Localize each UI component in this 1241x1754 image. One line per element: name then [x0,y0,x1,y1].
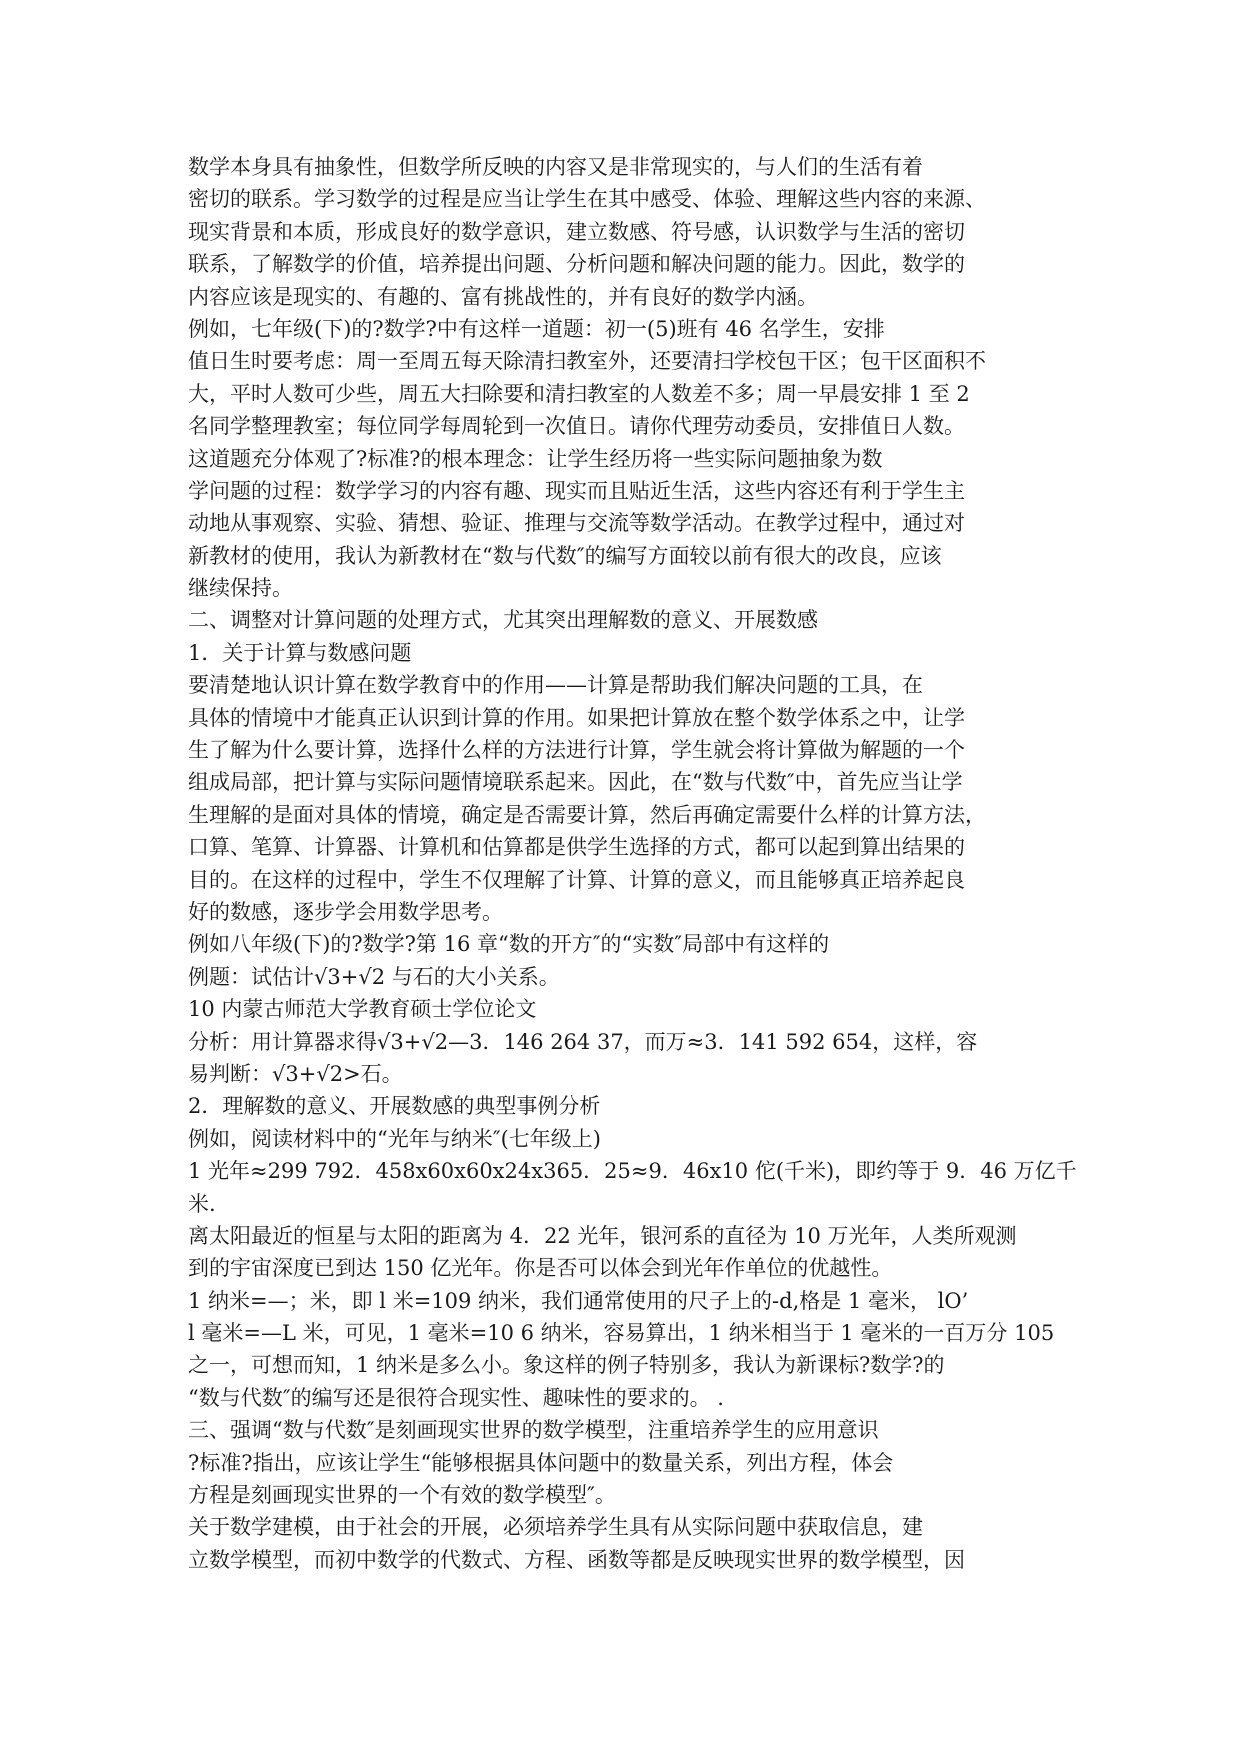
text-line: 密切的联系。学习数学的过程是应当让学生在其中感受、体验、理解这些内容的来源、 [188,187,986,212]
text-line: 联系，了解数学的价值，培养提出问题、分析问题和解决问题的能力。因此，数学的 [188,252,965,277]
text-line: 1 光年≈299 792．458x60x60x24x365．25≈9．46x10 佗(千米)，即约等于 9．46 万亿千 [188,1159,1077,1184]
text-line: 动地从事观察、实验、猜想、验证、推理与交流等数学活动。在教学过程中，通过对 [188,511,965,536]
text-line: 例如，阅读材料中的“光年与纳米″(七年级上) [188,1126,601,1151]
text-line: 易判断：√3+√2>石。 [188,1061,403,1086]
text-line: 生了解为什么要计算，选择什么样的方法进行计算，学生就会将计算做为解题的一个 [188,738,965,763]
text-line: 例如，七年级(下)的?数学?中有这样一道题：初一(5)班有 46 名学生，安排 [188,316,885,341]
text-line: 10 内蒙古师范大学教育硕士学位论文 [188,997,537,1022]
text-line: 二、调整对计算问题的处理方式，尤其突出理解数的意义、开展数感 [188,608,818,633]
text-line: “数与代数″的编写还是很符合现实性、趣味性的要求的。 . [188,1385,724,1410]
text-line: 口算、笔算、计算器、计算机和估算都是供学生选择的方式，都可以起到算出结果的 [188,835,965,860]
text-line: 学问题的过程：数学学习的内容有趣、现实而且贴近生活，这些内容还有利于学生主 [188,478,965,503]
text-line: 要清楚地认识计算在数学教育中的作用——计算是帮助我们解决问题的工具，在 [188,673,923,698]
text-line: 名同学整理教室；每位同学每周轮到一次值日。请你代理劳动委员，安排值日人数。 [188,414,965,439]
text-line: 到的宇宙深度已到达 150 亿光年。你是否可以体会到光年作单位的优越性。 [188,1256,893,1281]
text-line: 关于数学建模，由于社会的开展，必须培养学生具有从实际问题中获取信息，建 [188,1515,923,1540]
body-text [188,151,1077,1576]
text-line: 具体的情境中才能真正认识到计算的作用。如果把计算放在整个数学体系之中，让学 [188,705,965,730]
text-line: 目的。在这样的过程中，学生不仅理解了计算、计算的意义，而且能够真正培养起良 [188,867,965,892]
text-line: l 毫米=—L 米，可见，1 毫米=10 6 纳米，容易算出，1 纳米相当于 1 毫米的一百万分 105 [188,1321,1055,1346]
text-line: 内容应该是现实的、有趣的、富有挑战性的，并有良好的数学内涵。 [188,284,818,309]
text-line: 1 纳米=—；米，即 l 米=109 纳米，我们通常使用的尺子上的-d,格是 1 毫米， lO’ [188,1288,969,1313]
text-line: 米. [188,1191,216,1216]
text-line: 例如八年级(下)的?数学?第 16 章“数的开方″的“实数″局部中有这样的 [188,932,830,957]
text-line: 这道题充分体观了?标准?的根本理念：让学生经历将一些实际问题抽象为数 [188,446,883,471]
text-line: 新教材的使用，我认为新教材在“数与代数″的编写方面较以前有很大的改良，应该 [188,543,942,568]
text-line: 离太阳最近的恒星与太阳的距离为 4．22 光年，银河系的直径为 10 万光年，人类所观测 [188,1223,1017,1248]
text-line: 组成局部，把计算与实际问题情境联系起来。因此，在“数与代数″中，首先应当让学 [188,770,963,795]
text-line: 例题：试估计√3+√2 与石的大小关系。 [188,964,560,989]
text-line: 值日生时要考虑：周一至周五每天除清扫教室外，还要清扫学校包干区；包干区面积不 [188,349,986,374]
text-line: 大，平时人数可少些，周五大扫除要和清扫教室的人数差不多；周一早晨安排 1 至 2 [188,381,970,406]
text-line: 之一，可想而知，1 纳米是多么小。象这样的例子特别多，我认为新课标?数学?的 [188,1353,945,1378]
text-line: 分析：用计算器求得√3+√2—3．146 264 37，而万≈3．141 592 654，这样，容 [188,1029,978,1054]
text-line: 现实背景和本质，形成良好的数学意识，建立数感、符号感，认识数学与生活的密切 [188,219,965,244]
text-line: 1．关于计算与数感问题 [188,640,412,665]
text-line: 2．理解数的意义、开展数感的典型事例分析 [188,1094,601,1119]
text-line: 方程是刻画现实世界的一个有效的数学模型″。 [188,1483,616,1508]
text-line: 好的数感，逐步学会用数学思考。 [188,899,503,924]
text-line: 数学本身具有抽象性，但数学所反映的内容又是非常现实的，与人们的生活有着 [188,155,923,179]
text-line: ?标准?指出，应该让学生“能够根据具体问题中的数量关系，列出方程，体会 [188,1450,894,1475]
text-line: 立数学模型，而初中数学的代数式、方程、函数等都是反映现实世界的数学模型，因 [188,1547,965,1572]
text-line: 三、强调“数与代数″是刻画现实世界的数学模型，注重培养学生的应用意识 [188,1418,879,1443]
text-line: 生理解的是面对具体的情境，确定是否需要计算，然后再确定需要什么样的计算方法， [188,802,986,827]
text-line: 继续保持。 [188,576,293,601]
